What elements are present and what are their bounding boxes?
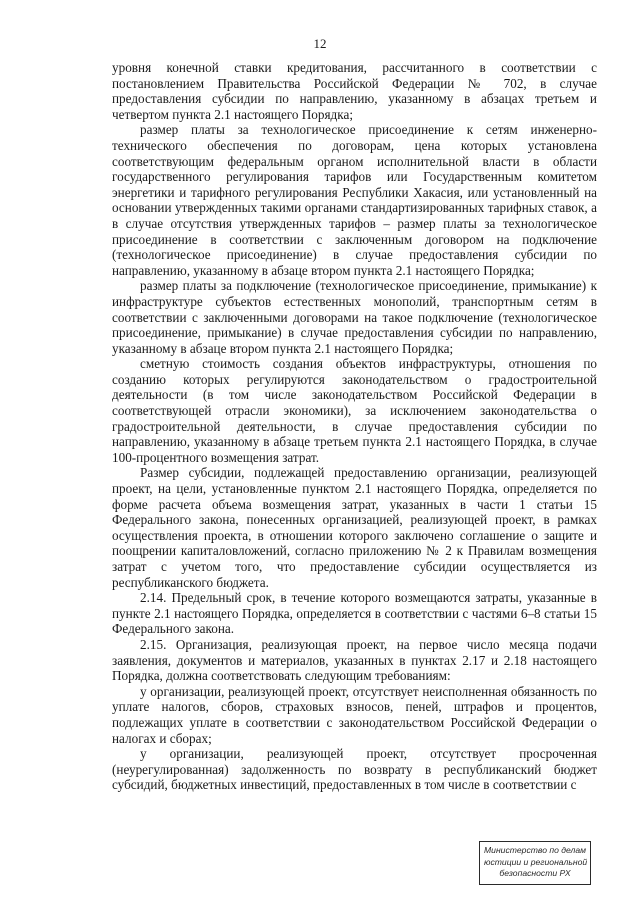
page-number: 12 (313, 36, 327, 51)
paragraph-8: у организации, реализующей проект, отсутствует неисполненная обязанность по уплате налогов, сборов, страховых взносов, пеней, штрафов и процентов, подлежащих уплате в соответствии с законодательством Российской Федерации о налогах и сборах; (112, 683, 597, 746)
ministry-stamp (479, 841, 591, 885)
stamp-line-2: юстиции и региональной (484, 856, 588, 867)
paragraph-3: размер платы за подключение (технологическое присоединение, примыкание) к инфраструктуре субъектов естественных монополий, транспортным сетям в соответствии с заключенными договорами на такое подключение (технологическое присоединение, примыкание) в случае предоставления субсидии по направлению, указанному в абзаце втором пункта 2.1 настоящего Порядка; (112, 278, 597, 356)
paragraph-6: 2.14. Предельный срок, в течение которого возмещаются затраты, указанные в пункте 2.1 настоящего Порядка, определяется в соответствии с частями 6–8 статьи 15 Федерального закона. (112, 590, 597, 637)
paragraph-1: уровня конечной ставки кредитования, рассчитанного в соответствии с постановлением Правительства Российской Федерации № 702, в случае предоставления субсидии по направлению, указанному в абзацах третьем и четвертом пункта 2.1 настоящего Порядка; (112, 60, 597, 122)
paragraph-4: сметную стоимость создания объектов инфраструктуры, отношения по созданию которых регулируются законодательством о градостроительной деятельности (в том числе законодательством Российской Федерации в соответствующей отрасли экономики), за исключением законодательства о градостроительной деятельности, в случае предоставления субсидии по направлению, указанному в абзаце третьем пункта 2.1 настоящего Порядка, в случае 100-процентного возмещения затрат. (112, 356, 597, 465)
paragraph-9: у организации, реализующей проект, отсутствует просроченная (неурегулированная) задолженность по возврату в республиканский бюджет субсидий, бюджетных инвестиций, предоставленных в том числе в соответствии с (112, 746, 597, 793)
document-body (112, 60, 597, 793)
paragraph-2: размер платы за технологическое присоединение к сетям инженерно-технического обеспечения по договорам, цена которых установлена соответствующим федеральным органом исполнительной власти в области государственного регулирования тарифов или Государственным комитетом энергетики и тарифного регулирования Республики Хакасия, или установленный на основании утвержденных такими органами стандартизированных тарифных ставок, а в случае отсутствия утвержденных тарифов – размер платы за технологическое присоединение в соответствии с заключенным договором на подключение (технологическое присоединение) в случае предоставления субсидии по направлению, указанному в абзаце втором пункта 2.1 настоящего Порядка; (112, 122, 597, 278)
stamp-line-3: безопасности РХ (499, 868, 571, 879)
paragraph-7: 2.15. Организация, реализующая проект, на первое число месяца подачи заявления, документов и материалов, указанных в пунктах 2.17 и 2.18 настоящего Порядка, должна соответствовать следующим требованиям: (112, 636, 597, 684)
stamp-line-1: Министерство по делам (484, 845, 587, 855)
paragraph-5: Размер субсидии, подлежащей предоставлению организации, реализующей проект, на цели, установленные пунктом 2.1 настоящего Порядка, определяется по форме расчета объема возмещения затрат, указанных в части 1 статьи 15 Федерального закона, понесенных организацией, реализующей проект, в рамках осуществления проекта, в отношении которого заключено соглашение о защите и поощрении капиталовложений, согласно приложению № 2 к Правилам возмещения затрат с учетом того, что предоставление субсидии осуществляется из республиканского бюджета. (112, 465, 597, 590)
